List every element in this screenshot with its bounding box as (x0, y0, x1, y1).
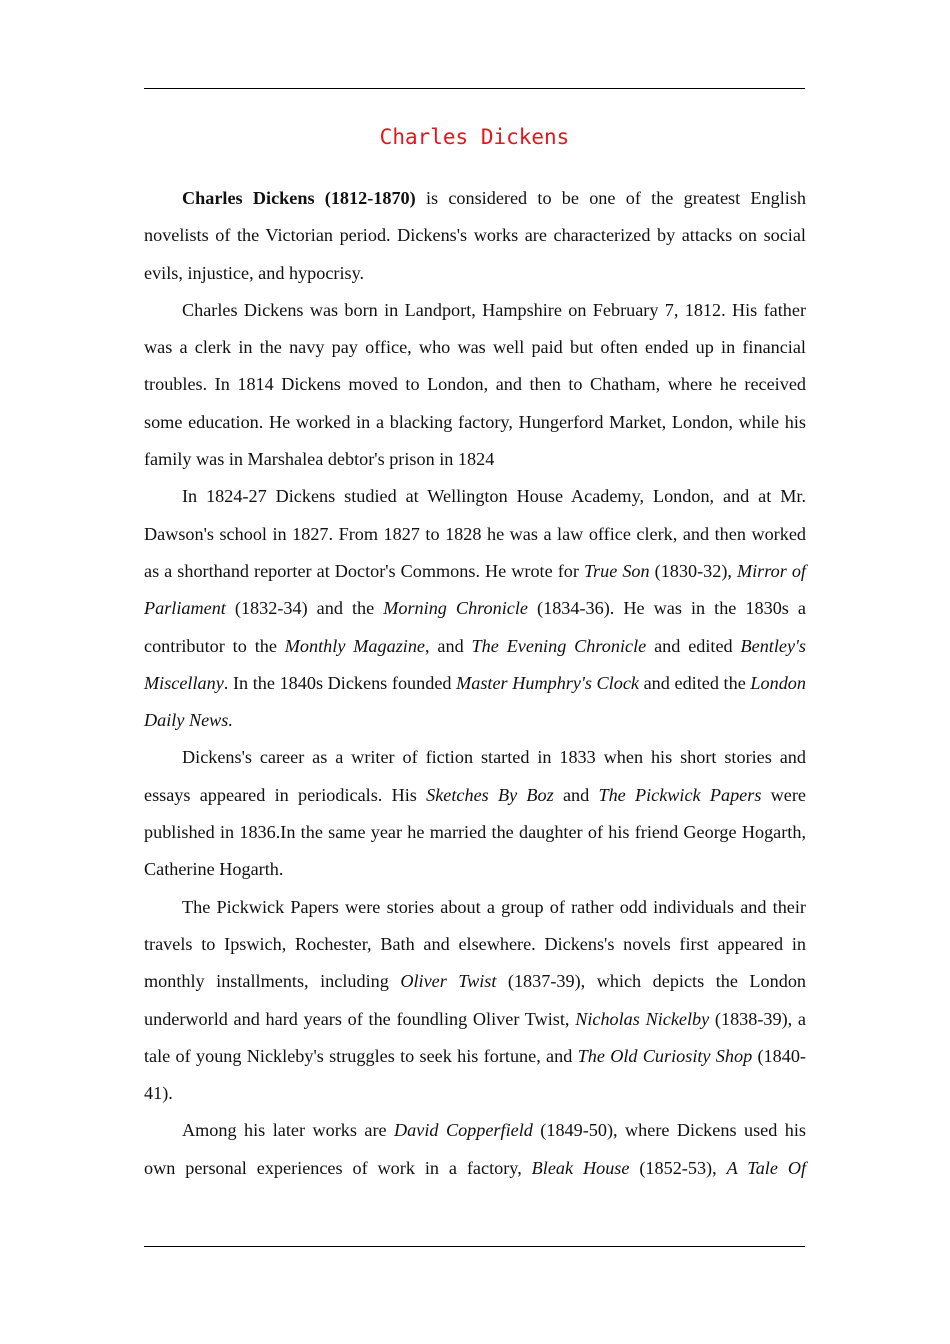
header-rule (144, 88, 805, 89)
paragraph-text: and (553, 784, 599, 805)
italic-title-text: The Old Curiosity Shop (577, 1045, 753, 1066)
italic-title-text: Bleak House (531, 1157, 630, 1178)
paragraph-text: and edited (646, 635, 741, 656)
paragraph-text: Among his later works are (182, 1120, 395, 1141)
italic-title-text: David Copperfield (394, 1120, 533, 1141)
paragraph-text: (1830-32), (649, 560, 737, 581)
paragraph-text: Charles Dickens was born in Landport, Hampshire on February 7, 1812. His father was a clerk in the navy pay office, who was well paid but often ended up in financial troubles. In 1814 Dickens moved to London, and then to Chatham, where he received some education. He worked in a blacking factory, Hungerford Market, London, while his family was in Marshalea debtor's prison in 1824 (144, 299, 806, 470)
paragraph (144, 1112, 806, 1187)
italic-title-text: True Son (583, 560, 650, 581)
bold-lead-text: Charles Dickens (1812-1870) (182, 188, 416, 208)
paragraph-text: In 1824-27 Dickens studied at Wellington House Academy, London, and at Mr. Dawson's school in 1827. From 1827 to 1828 he was a law office clerk, and then worked as a shorthand reporter at Doctor's Commons. He wrote for (144, 486, 806, 581)
footer-rule (144, 1246, 805, 1247)
paragraph-text: (1838-39), a tale of young Nickleby's struggles to seek his fortune, and (144, 1008, 806, 1066)
italic-title-text: Oliver Twist (400, 971, 497, 992)
italic-title-text: Master Humphry's Clock (456, 672, 639, 693)
paragraph (144, 889, 806, 1113)
italic-title-text: Mirror of Parliament (144, 560, 806, 619)
paragraph-text: (1849-50), where Dickens used his own personal experiences of work in a factory, (144, 1120, 806, 1178)
italic-title-text: Morning Chronicle (383, 598, 529, 619)
italic-title-text: London Daily News. (144, 672, 806, 731)
paragraph (144, 478, 806, 739)
page-title: Charles Dickens (379, 125, 570, 149)
italic-title-text: A Tale Of (726, 1157, 807, 1178)
document-body (144, 180, 806, 1187)
paragraph-text: and edited the (638, 672, 751, 693)
italic-title-text: The Evening Chronicle (471, 635, 647, 656)
paragraph-text: (1837-39), which depicts the London underworld and hard years of the foundling Oliver Twist, (144, 971, 807, 1029)
paragraph-text: is considered to be one of the greatest English novelists of the Victorian period. Dickens's works are characterized by attacks on social evils, injustice, and hypocrisy. (144, 188, 806, 283)
paragraph-text: The Pickwick Papers were stories about a group of rather odd individuals and their travels to Ipswich, Rochester, Bath and elsewhere. Dickens's novels first appeared in monthly installments, including (144, 896, 806, 992)
paragraph-text: (1852-53), (629, 1157, 727, 1178)
italic-title-text: Nicholas Nickelby (575, 1008, 710, 1029)
paragraph-text: were published in 1836.In the same year he married the daughter of his friend George Hogarth, Catherine Hogarth. (144, 784, 806, 880)
italic-title-text: Monthly Magazine (284, 635, 425, 656)
paragraph-text: (1840-41). (144, 1045, 806, 1104)
paragraph (144, 180, 806, 292)
paragraph (144, 739, 806, 888)
paragraph-text: (1832-34) and the (225, 598, 384, 619)
italic-title-text: Sketches By Boz (426, 784, 554, 805)
paragraph-text: Dickens's career as a writer of fiction started in 1833 when his short stories and essays appeared in periodicals. His (144, 747, 806, 805)
paragraph-text: (1834-36). He was in the 1830s a contributor to the (144, 598, 806, 656)
italic-title-text: The Pickwick Papers (598, 784, 762, 805)
paragraph-text: , and (425, 635, 472, 656)
paragraph (144, 292, 806, 478)
italic-title-text: Bentley's Miscellany (144, 635, 807, 693)
paragraph-text: . In the 1840s Dickens founded (223, 672, 457, 693)
